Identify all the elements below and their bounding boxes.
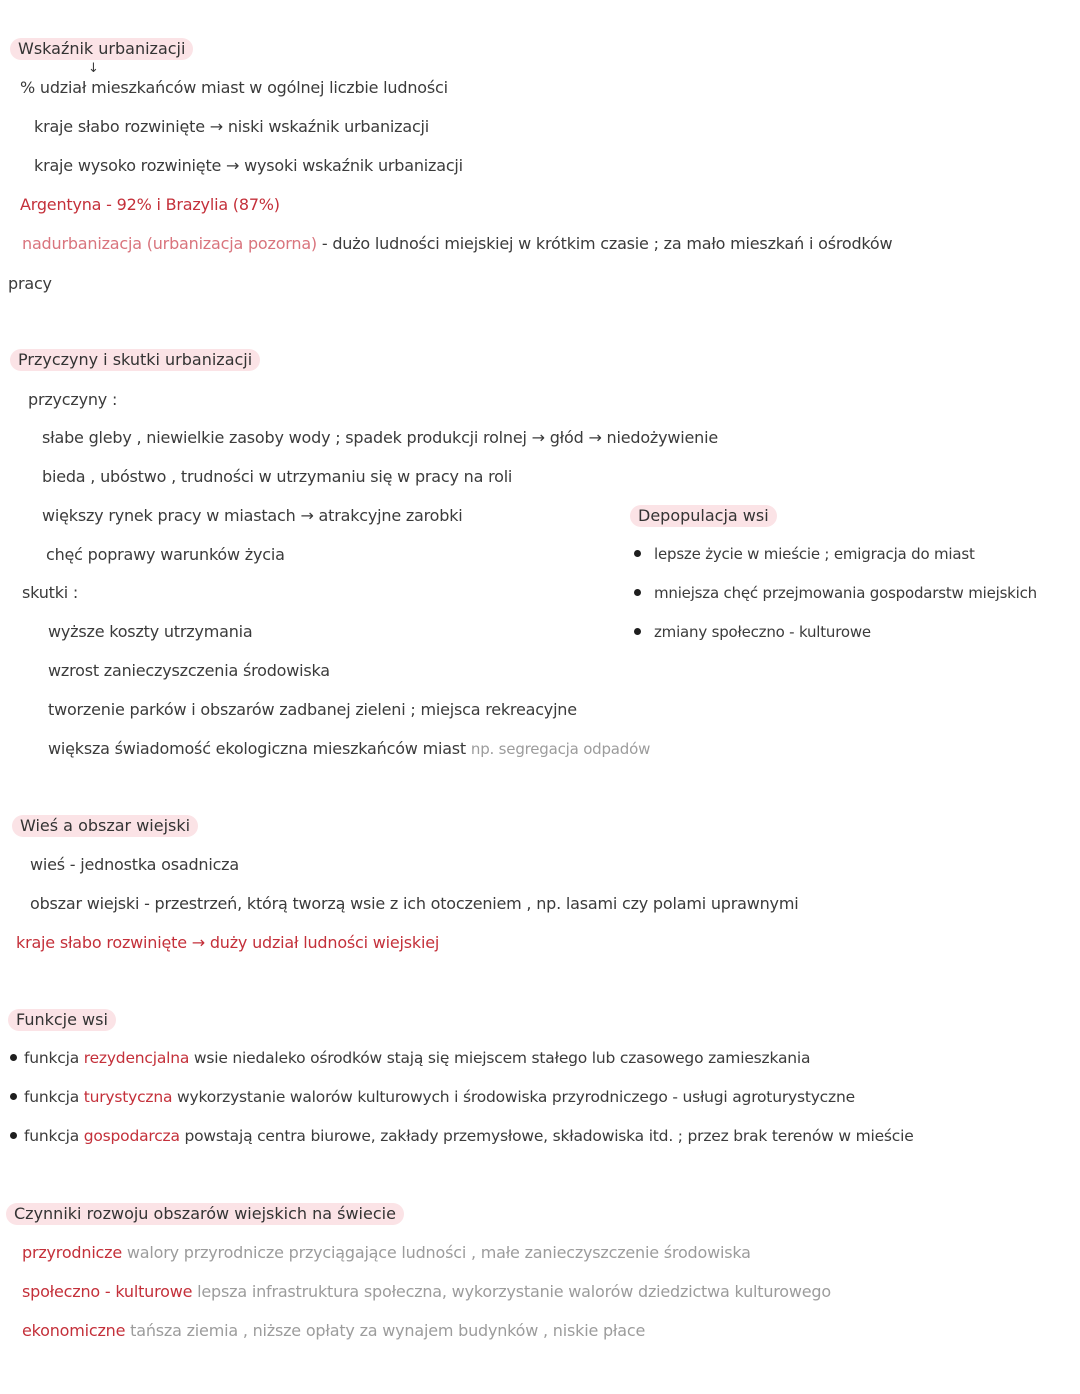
village-definition: wieś - jednostka osadnicza: [30, 855, 239, 874]
depopulation-item: mniejsza chęć przejmowania gospodarstw miejskich: [654, 584, 1037, 602]
bullet-icon: [10, 1054, 17, 1061]
effects-label: skutki :: [22, 583, 79, 602]
function-description: wykorzystanie walorów kulturowych i środowiska przyrodniczego - usługi agroturystyczne: [172, 1088, 855, 1106]
overurbanization-continuation: pracy: [8, 274, 52, 293]
section-heading-depopulation: Depopulacja wsi: [630, 505, 777, 527]
function-term: gospodarcza: [83, 1127, 180, 1145]
section-heading-village-functions: Funkcje wsi: [8, 1009, 116, 1031]
factor-item: [22, 1320, 645, 1342]
function-item: [24, 1047, 810, 1069]
urbanization-low: kraje słabo rozwinięte → niski wskaźnik urbanizacji: [34, 117, 430, 136]
factor-term: społeczno - kulturowe: [22, 1282, 193, 1301]
cause-item: chęć poprawy warunków życia: [46, 545, 285, 564]
bullet-icon: [634, 589, 641, 596]
bullet-icon: [634, 550, 641, 557]
effect-item-text: większa świadomość ekologiczna mieszkańców miast: [48, 739, 467, 758]
effect-item: tworzenie parków i obszarów zadbanej zieleni ; miejsca rekreacyjne: [48, 700, 577, 719]
effect-item: wyższe koszty utrzymania: [48, 622, 253, 641]
function-prefix: funkcja: [24, 1127, 84, 1145]
factor-description: lepsza infrastruktura społeczna, wykorzystanie walorów dziedzictwa kulturowego: [192, 1282, 831, 1301]
factor-term: ekonomiczne: [22, 1321, 126, 1340]
cause-item: słabe gleby , niewielkie zasoby wody ; spadek produkcji rolnej → głód → niedożywienie: [42, 428, 718, 447]
function-term: turystyczna: [83, 1088, 173, 1106]
village-note: kraje słabo rozwinięte → duży udział ludności wiejskiej: [16, 933, 440, 952]
urbanization-examples: Argentyna - 92% i Brazylia (87%): [20, 195, 280, 214]
urbanization-definition: % udział mieszkańców miast w ogólnej liczbie ludności: [20, 78, 448, 97]
function-item: [24, 1125, 914, 1147]
effect-example: np. segregacja odpadów: [470, 740, 651, 758]
factor-item: [22, 1242, 751, 1264]
factor-item: [22, 1281, 831, 1303]
urbanization-high: kraje wysoko rozwinięte → wysoki wskaźnik urbanizacji: [34, 156, 463, 175]
effect-item: [48, 738, 650, 760]
depopulation-item: lepsze życie w mieście ; emigracja do miast: [654, 545, 975, 563]
factor-term: przyrodnicze: [22, 1243, 122, 1262]
factor-description: tańsza ziemia , niższe opłaty za wynajem budynków , niskie płace: [125, 1321, 646, 1340]
bullet-icon: [634, 628, 641, 635]
depopulation-item: zmiany społeczno - kulturowe: [654, 623, 871, 641]
section-heading-causes-effects: Przyczyny i skutki urbanizacji: [10, 349, 260, 371]
factor-description: walory przyrodnicze przyciągające ludności , małe zanieczyszczenie środowiska: [122, 1243, 751, 1262]
overurbanization-definition: - dużo ludności miejskiej w krótkim czasie ; za mało mieszkań i ośrodków: [316, 234, 893, 253]
function-term: rezydencjalna: [83, 1049, 190, 1067]
function-prefix: funkcja: [24, 1088, 84, 1106]
overurbanization-term: nadurbanizacja (urbanizacja pozorna): [22, 234, 317, 253]
section-heading-village: Wieś a obszar wiejski: [12, 815, 198, 837]
effect-item: wzrost zanieczyszczenia środowiska: [48, 661, 330, 680]
rural-area-definition: obszar wiejski - przestrzeń, którą tworzą wsie z ich otoczeniem , np. lasami czy polami uprawnymi: [30, 894, 799, 913]
cause-item: bieda , ubóstwo , trudności w utrzymaniu się w pracy na roli: [42, 467, 513, 486]
down-arrow-icon: ↓: [88, 61, 99, 76]
bullet-icon: [10, 1132, 17, 1139]
bullet-icon: [10, 1093, 17, 1100]
function-item: [24, 1086, 855, 1108]
function-description: powstają centra biurowe, zakłady przemysłowe, składowiska itd. ; przez brak terenów w mieście: [179, 1127, 914, 1145]
overurbanization-line: [22, 233, 892, 255]
section-heading-rural-development-factors: Czynniki rozwoju obszarów wiejskich na świecie: [6, 1203, 404, 1225]
function-prefix: funkcja: [24, 1049, 84, 1067]
function-description: wsie niedaleko ośrodków stają się miejscem stałego lub czasowego zamieszkania: [189, 1049, 811, 1067]
section-heading-urbanization-index: Wskaźnik urbanizacji: [10, 38, 193, 60]
cause-item: większy rynek pracy w miastach → atrakcyjne zarobki: [42, 506, 463, 525]
causes-label: przyczyny :: [28, 390, 118, 409]
